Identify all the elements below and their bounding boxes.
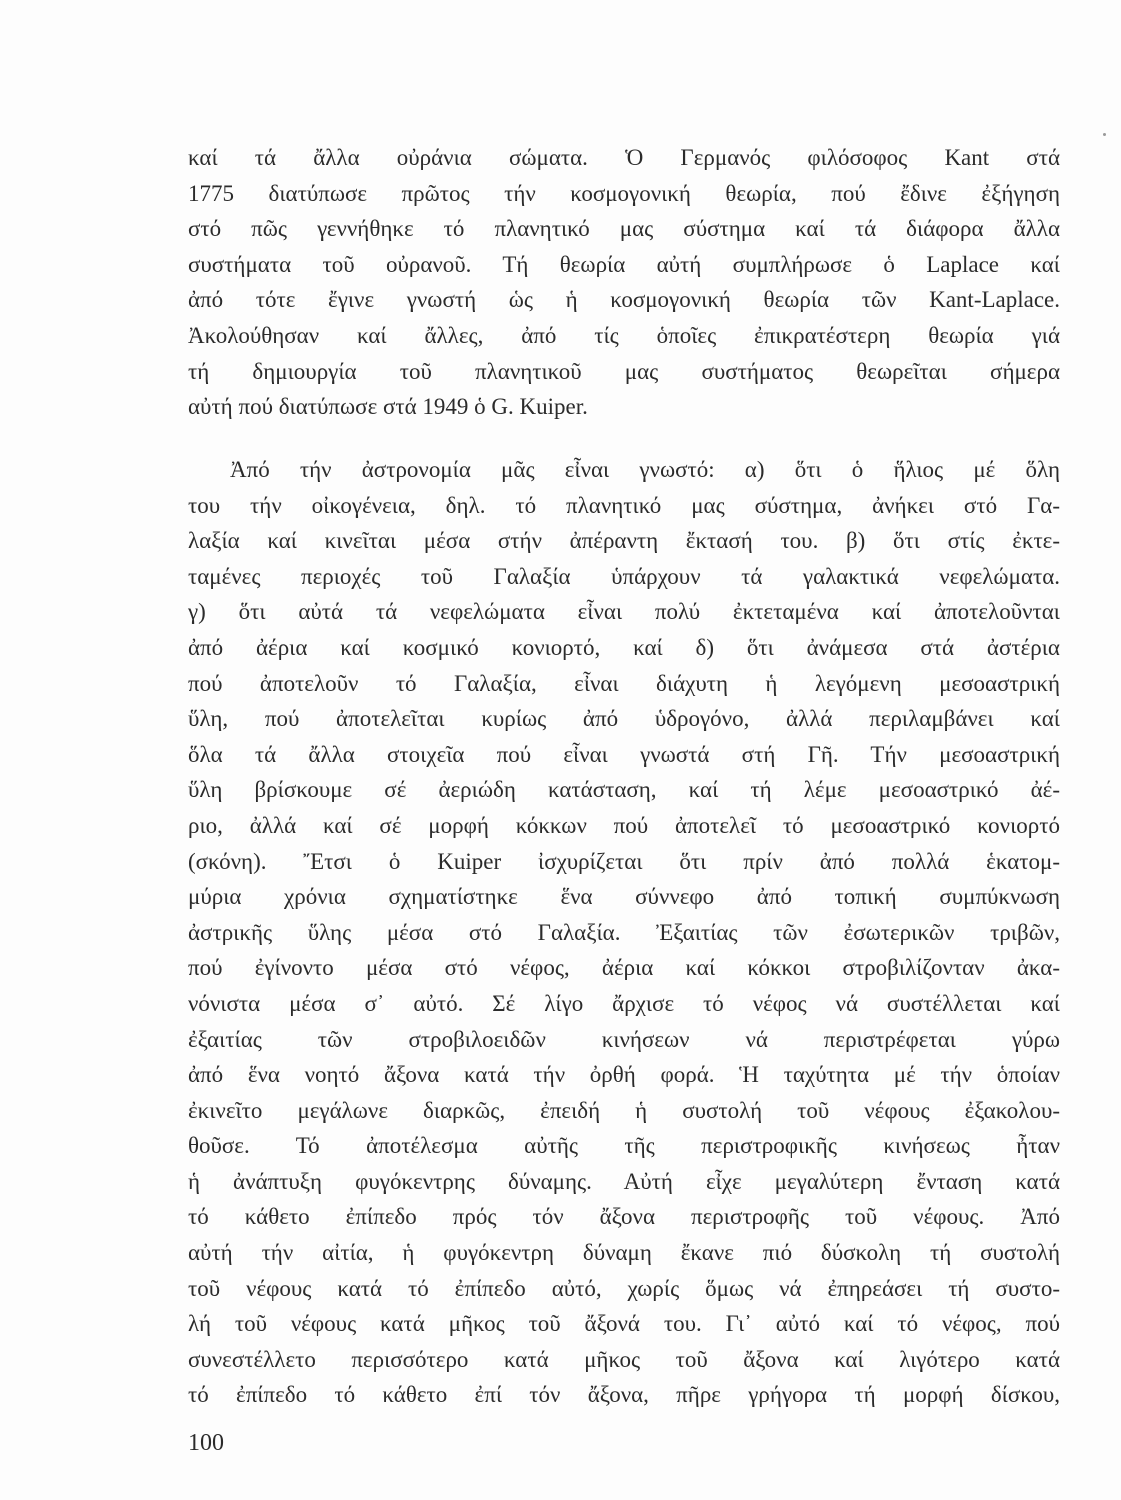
text-line: γ) ὅτι αὐτά τά νεφελώματα εἶναι πολύ ἐκτεταμένα καί ἀποτελοῦνται (188, 599, 1060, 625)
text-line: ταμένες περιοχές τοῦ Γαλαξία ὑπάρχουν τά γαλακτικά νεφελώματα. (188, 563, 1060, 589)
text-line: συνεστέλλετο περισσότερο κατά μῆκος τοῦ ἄξονα καί λιγότερο κατά (188, 1346, 1060, 1372)
text-line: λή τοῦ νέφους κατά μῆκος τοῦ ἄξονά του. Γι᾽ αὐτό καί τό νέφος, πού (188, 1311, 1060, 1337)
text-line: ἀπό τότε ἔγινε γνωστή ὡς ἡ κοσμογονική θεωρία τῶν Kant-Laplace. (188, 287, 1060, 313)
text-line: μύρια χρόνια σχηματίστηκε ἕνα σύννεφο ἀπό τοπική συμπύκνωση (188, 884, 1060, 910)
page-number: 100 (188, 1430, 224, 1456)
text-line: ὕλη βρίσκουμε σέ ἀεριώδη κατάσταση, καί τή λέμε μεσοαστρικό ἀέ- (188, 777, 1060, 803)
text-line: του τήν οἰκογένεια, δηλ. τό πλανητικό μας σύστημα, ἀνήκει στό Γα- (188, 492, 1060, 518)
text-line: τή δημιουργία τοῦ πλανητικοῦ μας συστήματος θεωρεῖται σήμερα (188, 358, 1060, 384)
text-line: συστήματα τοῦ οὐρανοῦ. Τή θεωρία αὐτή συμπλήρωσε ὁ Laplace καί (188, 251, 1060, 277)
text-line: 1775 διατύπωσε πρῶτος τήν κοσμογονική θεωρία, πού ἔδινε ἐξήγηση (188, 180, 1060, 206)
text-line: (σκόνη). Ἔτσι ὁ Kuiper ἰσχυρίζεται ὅτι πρίν ἀπό πολλά ἑκατομ- (188, 848, 1060, 874)
paragraph-1 (188, 140, 1060, 425)
text-line: λαξία καί κινεῖται μέσα στήν ἀπέραντη ἔκτασή του. β) ὅτι στίς ἐκτε- (188, 528, 1060, 554)
text-line: ἀπό ἀέρια καί κοσμικό κονιορτό, καί δ) ὅτι ἀνάμεσα στά ἀστέρια (188, 634, 1060, 660)
text-line: πού ἀποτελοῦν τό Γαλαξία, εἶναι διάχυτη ἡ λεγόμενη μεσοαστρική (188, 670, 1060, 696)
text-line: ἀστρικῆς ὕλης μέσα στό Γαλαξία. Ἐξαιτίας τῶν ἐσωτερικῶν τριβῶν, (188, 919, 1060, 945)
text-line: ἐκινεῖτο μεγάλωνε διαρκῶς, ἐπειδή ἡ συστολή τοῦ νέφους ἐξακολου- (188, 1097, 1060, 1123)
text-line: Ἀκολούθησαν καί ἄλλες, ἀπό τίς ὁποῖες ἐπικρατέστερη θεωρία γιά (188, 322, 1060, 348)
text-line: πού ἐγίνοντο μέσα στό νέφος, ἀέρια καί κόκκοι στροβιλίζονταν ἀκα- (188, 955, 1060, 981)
text-line: ὕλη, πού ἀποτελεῖται κυρίως ἀπό ὑδρογόνο, ἀλλά περιλαμβάνει καί (188, 706, 1060, 732)
text-line: ὅλα τά ἄλλα στοιχεῖα πού εἶναι γνωστά στή Γῆ. Τήν μεσοαστρική (188, 741, 1060, 767)
text-line: Ἀπό τήν ἀστρονομία μᾶς εἶναι γνωστό: α) ὅτι ὁ ἥλιος μέ ὅλη (230, 457, 1060, 482)
text-line: θοῦσε. Τό ἀποτέλεσμα αὐτῆς τῆς περιστροφικῆς κινήσεως ἦταν (188, 1133, 1060, 1159)
paragraph-2 (188, 452, 1060, 1413)
text-line: τοῦ νέφους κατά τό ἐπίπεδο αὐτό, χωρίς ὅμως νά ἐπηρεάσει τή συστο- (188, 1275, 1060, 1301)
text-line: καί τά ἄλλα οὐράνια σώματα. Ὁ Γερμανός φιλόσοφος Kant στά (188, 145, 1060, 170)
text-line: ἡ ἀνάπτυξη φυγόκεντρης δύναμης. Αὐτή εἶχε μεγαλύτερη ἔνταση κατά (188, 1168, 1060, 1194)
text-line: τό ἐπίπεδο τό κάθετο ἐπί τόν ἄξονα, πῆρε γρήγορα τή μορφή δίσκου, (188, 1382, 1060, 1408)
scan-speck (1103, 133, 1106, 136)
text-line: νόνιστα μέσα σ᾽ αὐτό. Σέ λίγο ἄρχισε τό νέφος νά συστέλλεται καί (188, 990, 1060, 1016)
text-line: αὐτή πού διατύπωσε στά 1949 ὁ G. Kuiper. (188, 394, 588, 420)
text-line: αὐτή τήν αἰτία, ἡ φυγόκεντρη δύναμη ἔκανε πιό δύσκολη τή συστολή (188, 1240, 1060, 1266)
text-line: ἐξαιτίας τῶν στροβιλοειδῶν κινήσεων νά περιστρέφεται γύρω (188, 1026, 1060, 1052)
text-line: ριο, ἀλλά καί σέ μορφή κόκκων πού ἀποτελεῖ τό μεσοαστρικό κονιορτό (188, 812, 1060, 838)
text-line: ἀπό ἕνα νοητό ἄξονα κατά τήν ὀρθή φορά. Ἡ ταχύτητα μέ τήν ὁποίαν (188, 1062, 1060, 1088)
text-line: τό κάθετο ἐπίπεδο πρός τόν ἄξονα περιστροφῆς τοῦ νέφους. Ἀπό (188, 1204, 1060, 1230)
text-line: στό πῶς γεννήθηκε τό πλανητικό μας σύστημα καί τά διάφορα ἄλλα (188, 216, 1060, 242)
